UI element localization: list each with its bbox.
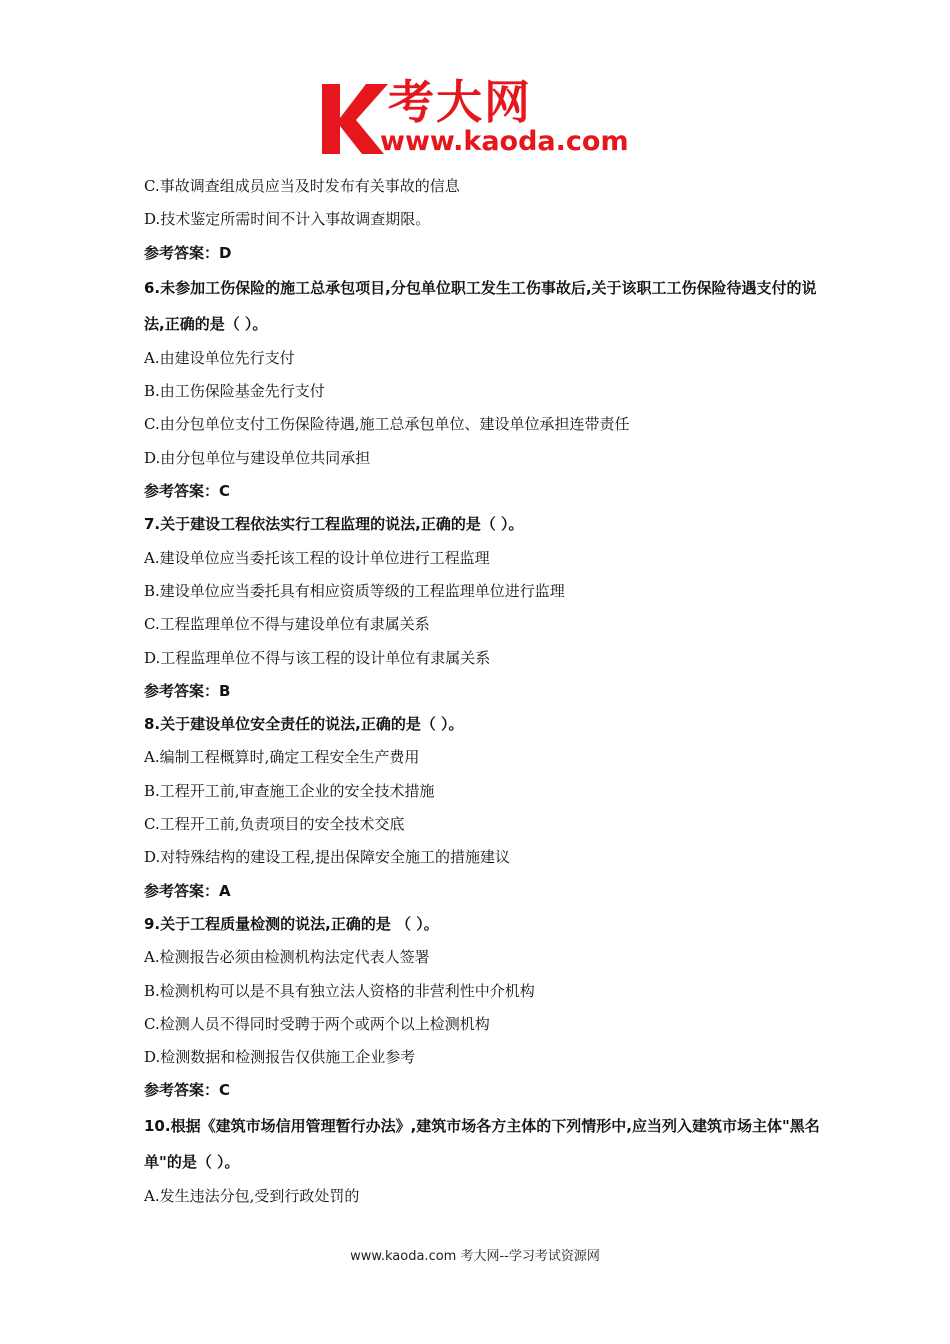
logo-url: www.kaoda.com [380,126,629,157]
reference-answer: 参考答案：C [144,482,231,501]
option-text: C.由分包单位支付工伤保险待遇,施工总承包单位、建设单位承担连带责任 [144,415,630,434]
page-footer: www.kaoda.com 考大网--学习考试资源网 [350,1249,600,1264]
option-text: A.编制工程概算时,确定工程安全生产费用 [144,748,420,767]
logo-name: 考大网 [388,75,532,129]
reference-answer: 参考答案：A [144,881,231,900]
reference-answer: 参考答案：C [144,1081,231,1100]
exam-content [144,170,824,1213]
question-text: 9.关于工程质量检测的说法,正确的是 （ ）。 [144,914,439,933]
option-text: C.事故调查组成员应当及时发布有关事故的信息 [144,177,460,195]
reference-answer: 参考答案：B [144,681,231,700]
option-text: A.建设单位应当委托该工程的设计单位进行工程监理 [144,548,490,567]
option-text: A.由建设单位先行支付 [144,348,295,367]
reference-answer: 参考答案：D [144,243,232,262]
option-text: C.工程监理单位不得与建设单位有隶属关系 [144,615,430,634]
option-text: B.工程开工前,审查施工企业的安全技术措施 [144,781,435,800]
question-text: 7.关于建设工程依法实行工程监理的说法,正确的是（ ）。 [144,515,524,534]
option-text: B.建设单位应当委托具有相应资质等级的工程监理单位进行监理 [144,581,565,600]
option-text: C.检测人员不得同时受聘于两个或两个以上检测机构 [144,1014,490,1033]
option-text: D.检测数据和检测报告仅供施工企业参考 [144,1048,416,1067]
option-text: D.技术鉴定所需时间不计入事故调查期限。 [144,210,431,229]
site-logo[interactable] [318,76,638,160]
question-text: 6.未参加工伤保险的施工总承包项目,分包单位职工发生工伤事故后,关于该职工工伤保险待遇支付的说法,正确的是（ ）。 [144,278,817,333]
option-text: A.检测报告必须由检测机构法定代表人签署 [144,948,430,967]
question-text: 10.根据《建筑市场信用管理暂行办法》,建筑市场各方主体的下列情形中,应当列入建筑市场主体"黑名单"的是（ ）。 [144,1116,820,1171]
option-text: A.发生违法分包,受到行政处罚的 [144,1186,360,1205]
option-text: D.工程监理单位不得与该工程的设计单位有隶属关系 [144,648,491,667]
option-text: B.由工伤保险基金先行支付 [144,382,325,401]
option-text: D.对特殊结构的建设工程,提出保障安全施工的措施建议 [144,848,511,867]
option-text: C.工程开工前,负责项目的安全技术交底 [144,815,405,834]
option-text: D.由分包单位与建设单位共同承担 [144,448,371,467]
option-text: B.检测机构可以是不具有独立法人资格的非营利性中介机构 [144,981,535,1000]
question-text: 8.关于建设单位安全责任的说法,正确的是（ ）。 [144,715,464,734]
